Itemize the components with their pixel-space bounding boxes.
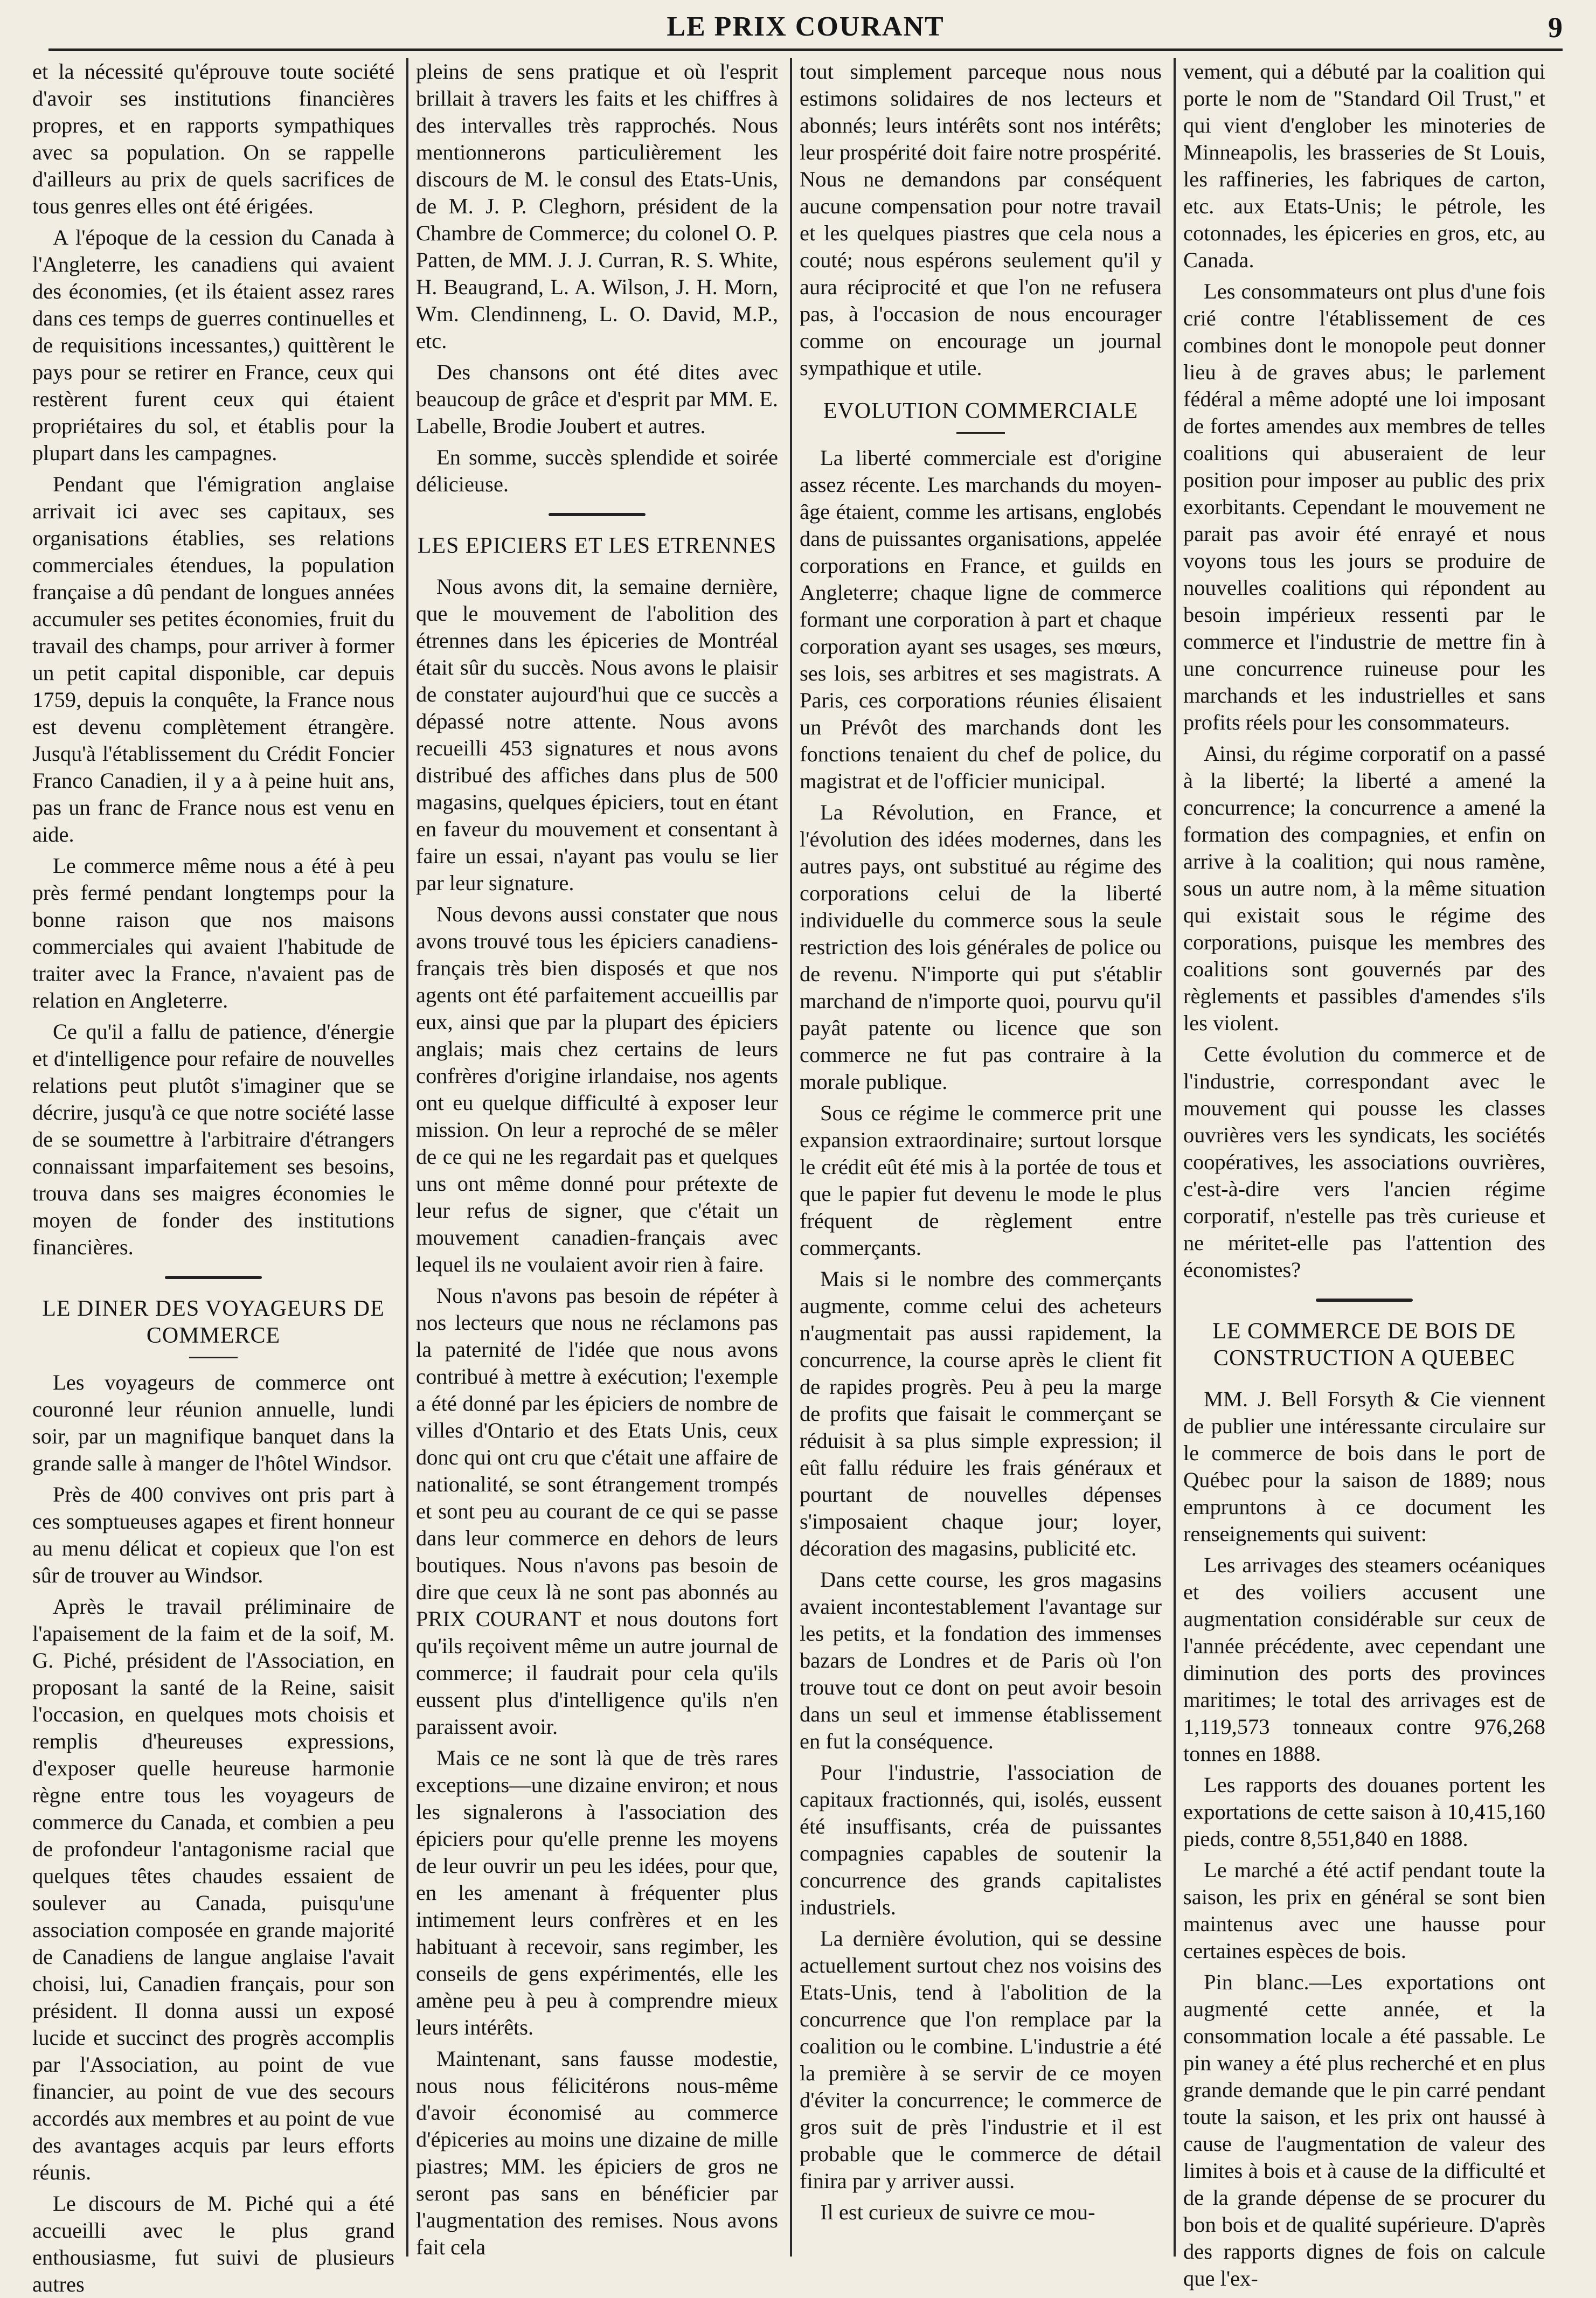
paragraph: Mais ce ne sont là que de très rares exceptions—une dizaine environ; et nous les signalerons à l'association des épiciers pour qu'elle prenne les moyens de leur ouvrir un peu les idées, pour que, en les amenant à fréquenter plus intimement leurs confrères et en les habituant à recevoir, sans regimber, les conseils de gens expérimentés, elle les amène peu à peu à comprendre mieux leurs intérêts. — [416, 1746, 778, 2039]
masthead — [48, 11, 1563, 51]
section-separator — [1316, 1299, 1413, 1302]
paragraph: La dernière évolution, qui se dessine actuellement surtout chez nos voisins des Etats-Unis, tend à l'abolition de la concurrence que l'on remplace par la coalition ou le combine. L'industrie a été la première à se servir de ce moyen d'éviter la concurrence; le commerce de gros suit de près l'industrie et il est probable que le commerce de détail finira par y arriver aussi. — [800, 1926, 1162, 2193]
paragraph: Les rapports des douanes portent les exportations de cette saison à 10,415,160 pieds, contre 8,551,840 en 1888. — [1183, 1773, 1545, 1851]
paragraph: La liberté commerciale est d'origine assez récente. Les marchands du moyen-âge étaient, comme les artisans, englobés dans de puissantes organisations, appelée corporations en France, et guilds en Angleterre; chaque ligne de commerce formant une corporation à part et chaque corporation ayant ses usages, ses mœurs, ses lois, ses arbitres et ses magistrats. A Paris, ces corporations réunies élisaient un Prévôt des marchands dont les fonctions tenaient du chef de police, du magistrat et de l'officier municipal. — [800, 446, 1162, 793]
paragraph: Pour l'industrie, l'association de capitaux fractionnés, qui, isolés, eussent été insuffisants, créa de puissantes compagnies capables de soutenir la concurrence des grands capitalistes industriels. — [800, 1760, 1162, 1919]
paragraph: vement, qui a débuté par la coalition qui porte le nom de "Standard Oil Trust," et qui vient d'englober les minoteries de Minneapolis, les brasseries de St Louis, les raffineries, les fabriques de carton, etc. aux Etats-Unis; le pétrole, les cotonnades, les épiceries en gros, etc, au Canada. — [1183, 59, 1545, 272]
paragraph: tout simplement parceque nous nous estimons solidaires de nos lecteurs et abonnés; leurs intérêts sont nos intérêts; leur prospérité doit faire notre prospérité. Nous ne demandons par conséquent aucune compensation pour notre travail et les quelques piastres que cela nous a couté; nous espérons seulement qu'il y aura réciprocité et que l'on ne refusera pas, à l'occasion de nous encourager comme on encourage un journal sympathique et utile. — [800, 59, 1162, 380]
paragraph: Ainsi, du régime corporatif on a passé à la liberté; la liberté a amené la concurrence; la concurrence a amené la formation des compagnies, et enfin on arrive à la coalition; qui nous ramène, sous un autre nom, à la même situation qui existait sous le régime des corporations, puisque les membres des coalitions sont gouvernés par des règlements et passibles d'amendes s'ils les violent. — [1183, 741, 1545, 1035]
paragraph: Mais si le nombre des commerçants augmente, comme celui des acheteurs n'augmentait pas aussi rapidement, la concurrence, la course après le client fit de rapides progrès. Peu à peu la marge de profits que faisait le commerçant se réduisit à sa plus simple expression; il eût fallu réduire les frais généraux et pourtant de nouvelles dépenses s'imposaient chaque jour; loyer, décoration des magasins, publicité etc. — [800, 1267, 1162, 1560]
page-number: 9 — [1548, 11, 1563, 44]
paragraph: Le commerce même nous a été à peu près fermé pendant longtemps pour la bonne raison que nos maisons commerciales qui avaient l'habitude de traiter avec la France, n'avaient pas de relation en Angleterre. — [32, 853, 394, 1012]
paragraph: Pendant que l'émigration anglaise arrivait ici avec ses capitaux, ses organisations établies, ses relations commerciales étendues, la population française a dû pendant de longues années accumuler ses petites économies, fruit du travail des champs, pour arriver à former un petit capital disponible, car depuis 1759, depuis la conquête, la France nous est devenu complètement étrangère. Jusqu'à l'établissement du Crédit Foncier Franco Canadien, il y a à peine huit ans, pas un franc de France nous est venu en aide. — [32, 472, 394, 846]
section-separator — [165, 1276, 262, 1279]
paragraph: Les voyageurs de commerce ont couronné leur réunion annuelle, lundi soir, par un magnifique banquet dans la grande salle à manger de l'hôtel Windsor. — [32, 1370, 394, 1475]
column-rule — [1174, 58, 1176, 2257]
article-columns — [32, 58, 1563, 2296]
paragraph: Cette évolution du commerce et de l'industrie, correspondant avec le mouvement qui pousse les classes ouvrières vers les syndicats, les sociétés coopératives, les associations ouvrières, c'est-à-dire vers l'ancien régime corporatif, n'estelle pas très curieuse et ne méritet-elle pas l'attention des économistes? — [1183, 1042, 1545, 1282]
paragraph: Maintenant, sans fausse modestie, nous nous félicitérons nous-même d'avoir économisé au commerce d'épiceries au moins une dizaine de mille piastres; MM. les épiciers de gros ne seront pas sans en bénéficier par l'augmentation des remises. Nous avons fait cela — [416, 2046, 778, 2259]
article-heading: EVOLUTION COMMERCIALE — [823, 399, 1139, 424]
publication-title: LE PRIX COURANT — [667, 11, 945, 42]
paragraph: Il est curieux de suivre ce mou- — [820, 2200, 1095, 2224]
paragraph: Près de 400 convives ont pris part à ces somptueuses agapes et firent honneur au menu délicat et copieux que l'on est sûr de trouver au Windsor. — [32, 1482, 394, 1587]
heading-underline — [189, 1357, 238, 1358]
paragraph: Nous avons dit, la semaine dernière, que le mouvement de l'abolition des étrennes dans les épiceries de Montréal était sûr du succès. Nous avons le plaisir de constater aujourd'hui que ce succès a dépassé notre attente. Nous avons recueilli 453 signatures et nous avons distribué des affiches dans plus de 500 magasins, quelques épiciers, tout en étant en faveur du mouvement et consentant à faire un essai, n'ayant pas voulu se lier par leur signature. — [416, 574, 778, 895]
paragraph: A l'époque de la cession du Canada à l'Angleterre, les canadiens qui avaient des économies, (et ils étaient assez rares dans ces temps de guerres continuelles et de requisitions incessantes,) quittèrent le pays pour se retirer en France, ceux qui restèrent furent ceux qui étaient propriétaires du sol, et établis pour la plupart dans les campagnes. — [32, 225, 394, 465]
column-rule — [406, 58, 408, 2257]
paragraph: Ce qu'il a fallu de patience, d'énergie et d'intelligence pour refaire de nouvelles relations peut plutôt s'imaginer que se décrire, jusqu'à ce que notre société lasse de se soumettre à l'arbitraire d'étrangers connaissant imparfaitement ses besoins, trouva dans ses maigres économies le moyen de fonder des institutions financières. — [32, 1019, 394, 1259]
paragraph: Sous ce régime le commerce prit une expansion extraordinaire; surtout lorsque le crédit eût été mis à la portée de tous et que le papier fut devenu le mode le plus fréquent de règlement entre commerçants. — [800, 1101, 1162, 1260]
paragraph: Des chansons ont été dites avec beaucoup de grâce et d'esprit par MM. E. Labelle, Brodie Joubert et autres. — [416, 360, 778, 438]
paragraph: Après le travail préliminaire de l'apaisement de la faim et de la soif, M. G. Piché, président de l'Association, en proposant la santé de la Reine, saisit l'occasion, en quelques mots choisis et remplis d'heureuses expressions, d'exposer quelle heureuse harmonie règne entre tous les voyageurs de commerce du Canada, et combien a peu de profondeur l'antagonisme racial que quelques têtes chaudes essaient de soulever au Canada, puisqu'une association composée en grande majorité de Canadiens de langue anglaise l'avait choisi, lui, Canadien français, pour son président. Il donna aussi un exposé lucide et succinct des progrès accomplis par l'Association, au point de vue financier, au point de vue des secours accordés aux membres et au point de vue des avantages acquis par leurs efforts réunis. — [32, 1594, 394, 2184]
paragraph: Dans cette course, les gros magasins avaient incontestablement l'avantage sur les petits, et la fondation des immenses bazars de Londres et de Paris où l'on trouve tout ce dont on peut avoir besoin dans un seul et immense établissement en fut la conséquence. — [800, 1567, 1162, 1753]
column-1 — [32, 58, 394, 2296]
article-heading: LE DINER DES VOYAGEURS DE COMMERCE — [42, 1296, 385, 1348]
column-rule — [790, 58, 792, 2257]
article-heading: LE COMMERCE DE BOIS DE CONSTRUCTION A QUEBEC — [1212, 1319, 1516, 1371]
paragraph: Nous devons aussi constater que nous avons trouvé tous les épiciers canadiens-français très bien disposés et que nos agents ont été parfaitement accueillis par eux, ainsi que par la plupart des épiciers anglais; mais chez certains de leurs confrères d'origine irlandaise, nos agents ont eu quelque difficulté à exposer leur mission. On leur a reproché de se mêler de ce qui ne les regardait pas et quelques uns ont même donné pour prétexte de leur refus de signer, que c'était un mouvement canadien-français avec lequel ils ne voulaient avoir rien à faire. — [416, 902, 778, 1276]
paragraph: pleins de sens pratique et où l'esprit brillait à travers les faits et les chiffres à des intervalles très rapprochés. Nous mentionnerons particulièrement les discours de M. le consul des Etats-Unis, de M. J. P. Cleghorn, président de la Chambre de Commerce; du colonel O. P. Patten, de MM. J. J. Curran, R. S. White, H. Beaugrand, L. A. Wilson, J. H. Morn, Wm. Clendinneng, L. O. David, M.P., etc. — [416, 59, 778, 353]
paragraph: La Révolution, en France, et l'évolution des idées modernes, dans les autres pays, ont substitué au régime des corporations celui de la liberté individuelle du commerce sous la seule restriction des lois générales de police ou de revenu. N'importe qui put s'établir marchand de n'importe quoi, pourvu qu'il payât patente ou licence que son commerce ne fut pas contraire à la morale publique. — [800, 800, 1162, 1094]
column-4 — [1183, 58, 1545, 2290]
paragraph: Nous n'avons pas besoin de répéter à nos lecteurs que nous ne réclamons pas la paternité de l'idée que nous avons contribué à mettre à exécution; l'exemple a été donné par les épiciers de nombre de villes d'Ontario et des Etats Unis, ceux donc qui ont cru que c'était une affaire de nationalité, se sont étrangement trompés et sont peu au courant de ce qui se passe dans leur commerce en dehors de leurs boutiques. Nous n'avons pas besoin de dire que ceux là ne sont pas abonnés au PRIX COURANT et nous doutons fort qu'ils reçoivent même un autre journal de commerce; il faudrait pour cela qu'ils eussent plus d'intelligence qu'ils n'en paraissent avoir. — [416, 1283, 778, 1739]
paragraph: Le marché a été actif pendant toute la saison, les prix en général se sont bien maintenus avec une hausse pour certaines espèces de bois. — [1183, 1858, 1545, 1963]
paragraph: Les consommateurs ont plus d'une fois crié contre l'établissement de ces combines dont le monopole peut donner lieu à de graves abus; le parlement fédéral a même adopté une loi imposant de fortes amendes aux membres de telles coalitions qui abuseraient de leur position pour imposer au public des prix exorbitants. Cependant le mouvement ne parait pas avoir été enrayé et nous voyons tous les jours se produire de nouvelles coalitions qui répondent au besoin impérieux ressenti par le commerce et l'industrie de mettre fin à une concurrence ruineuse pour les marchands et les industrielles et sans profits réels pour les consommateurs. — [1183, 279, 1545, 734]
paragraph: En somme, succès splendide et soirée délicieuse. — [416, 445, 778, 496]
article-heading: LES EPICIERS ET LES ETRENNES — [417, 533, 777, 558]
section-separator — [549, 513, 646, 516]
column-3 — [800, 58, 1162, 2257]
heading-underline — [956, 432, 1005, 434]
paragraph: Le discours de M. Piché qui a été accueilli avec le plus grand enthousiasme, fut suivi de plusieurs autres — [32, 2191, 394, 2296]
paragraph: MM. J. Bell Forsyth & Cie viennent de publier une intéressante circulaire sur le commerce de bois dans le port de Québec pour la saison de 1889; nous empruntons à ce document les renseignements qui suivent: — [1183, 1387, 1545, 1546]
paragraph: Les arrivages des steamers océaniques et des voiliers accusent une augmentation considérable sur ceux de l'année précédente, avec cependant une diminution des ports des provinces maritimes; le total des arrivages est de 1,119,573 tonneaux contre 976,268 tonnes en 1888. — [1183, 1553, 1545, 1766]
column-2 — [416, 58, 778, 2257]
paragraph: Pin blanc.—Les exportations ont augmenté cette année, et la consommation locale a été passable. Le pin waney a été plus recherché et en plus grande demande que le pin carré pendant toute la saison, et les prix ont haussé à cause de l'augmentation de valeur des limites à bois et à cause de la difficulté et de la grande dépense de se procurer du bon bois et de qualité supérieure. D'après des rapports dignes de fois on calcule que l'ex- — [1183, 1970, 1545, 2290]
paragraph: et la nécessité qu'éprouve toute société d'avoir ses institutions financières propres, et en rapports sympathiques avec sa population. On se rappelle d'ailleurs au prix de quels sacrifices de tous genres elles ont été érigées. — [32, 59, 394, 218]
